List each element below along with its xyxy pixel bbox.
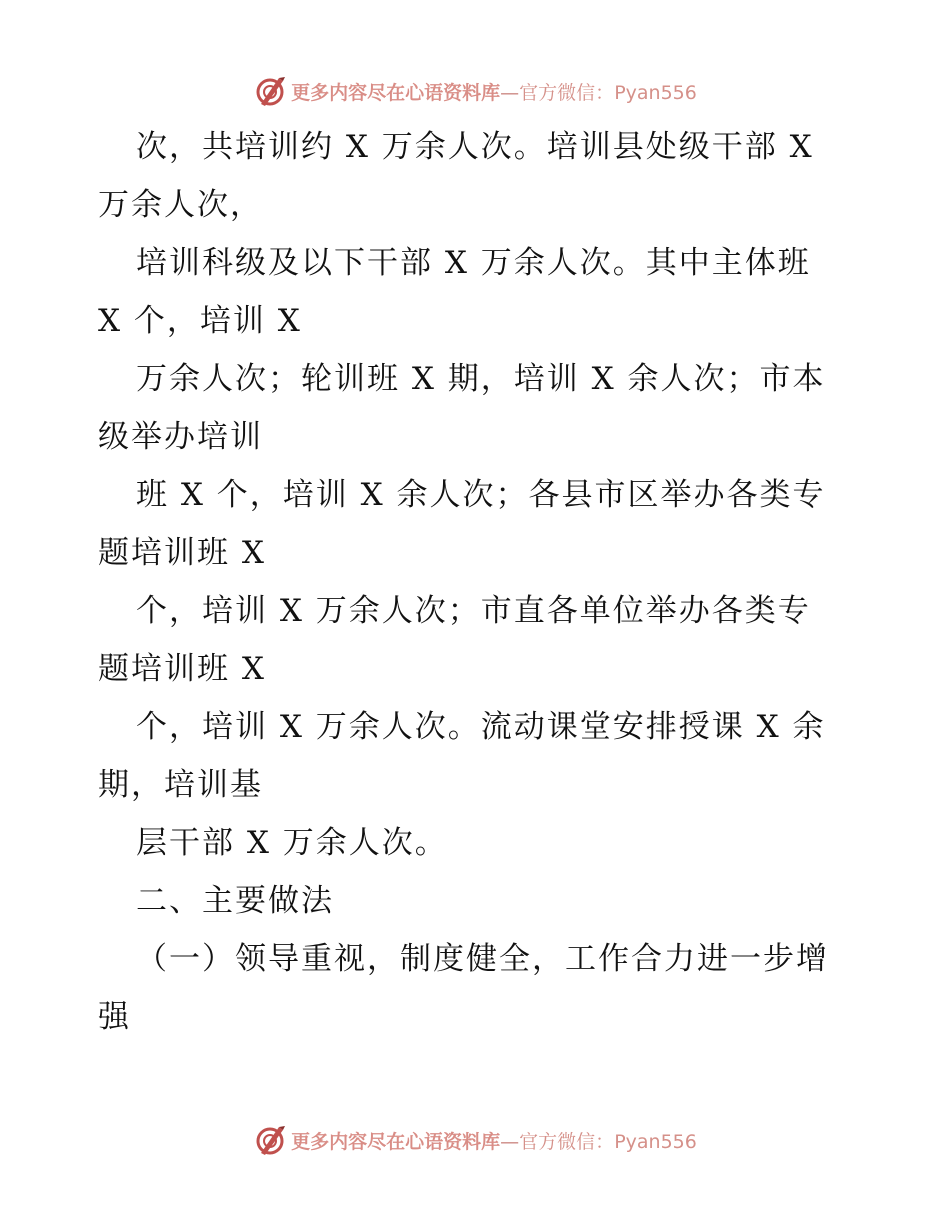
text-line: X 个，培训 X bbox=[98, 303, 302, 339]
text-line: 题培训班 X bbox=[98, 535, 266, 571]
header-watermark bbox=[0, 71, 950, 111]
text-line: 班 X 个，培训 X 余人次；各县市区举办各类专 bbox=[136, 477, 826, 513]
pen-logo-icon bbox=[253, 1123, 287, 1157]
text-line: 培训科级及以下干部 X 万余人次。其中主体班 bbox=[136, 245, 811, 281]
footer-watermark bbox=[0, 1120, 950, 1160]
text-line: 期，培训基 bbox=[98, 767, 263, 803]
text-line: 题培训班 X bbox=[98, 651, 266, 687]
text-line: 次，共培训约 X 万余人次。培训县处级干部 X bbox=[136, 129, 814, 165]
text-line: 个，培训 X 万余人次；市直各单位举办各类专 bbox=[136, 593, 811, 629]
text-line: 级举办培训 bbox=[98, 419, 263, 455]
section-heading: 二、主要做法 bbox=[136, 883, 334, 919]
text-line: 层干部 X 万余人次。 bbox=[136, 825, 448, 861]
watermark-text: 更多内容尽在心语资料库—官方微信：Pyan556 bbox=[291, 1130, 697, 1153]
text-line: 个，培训 X 万余人次。流动课堂安排授课 X 余 bbox=[136, 709, 826, 745]
watermark-text: 更多内容尽在心语资料库—官方微信：Pyan556 bbox=[291, 81, 697, 104]
subsection-heading: （一）领导重视，制度健全，工作合力进一步增 bbox=[136, 941, 829, 977]
document-body bbox=[98, 118, 858, 1046]
pen-logo-icon bbox=[253, 74, 287, 108]
text-line: 万余人次；轮训班 X 期，培训 X 余人次；市本 bbox=[136, 361, 826, 397]
text-line: 万余人次， bbox=[98, 187, 263, 223]
text-line: 强 bbox=[98, 999, 131, 1035]
